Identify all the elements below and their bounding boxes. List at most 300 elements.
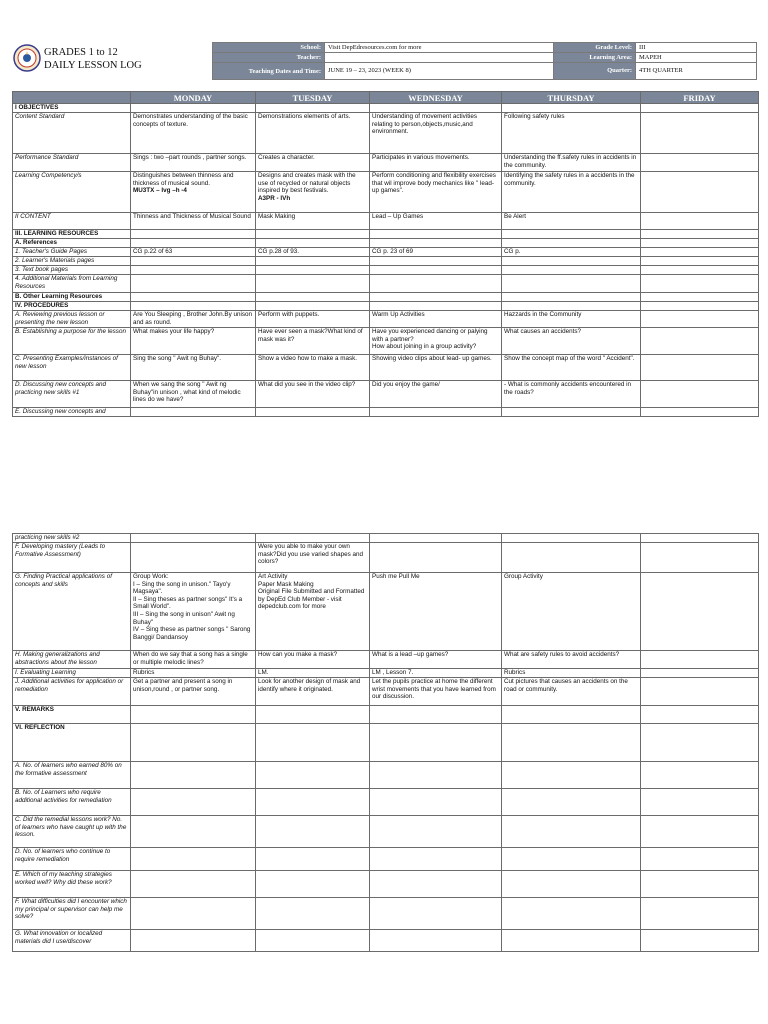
- day-cell: [256, 669, 370, 678]
- day-cell: [502, 213, 641, 230]
- day-cell: [256, 408, 370, 417]
- day-cell: [131, 848, 256, 871]
- day-cell: [370, 789, 502, 816]
- day-cell: [370, 328, 502, 355]
- day-cell: [131, 408, 256, 417]
- school-value: Visit DepEdresources.com for more: [325, 43, 554, 53]
- table-row: [13, 669, 759, 678]
- day-cell: [370, 302, 502, 311]
- day-thursday: THURSDAY: [502, 92, 641, 104]
- day-cell: [131, 651, 256, 669]
- cell-text: Mask Making: [258, 213, 296, 220]
- day-cell: [502, 302, 641, 311]
- day-cell: [256, 213, 370, 230]
- day-cell: [641, 302, 759, 311]
- day-cell: [641, 355, 759, 381]
- day-cell: [370, 293, 502, 302]
- day-cell: [370, 172, 502, 213]
- row-label: G. Finding Practical applications of concepts and skills: [13, 573, 131, 651]
- day-cell: [641, 311, 759, 328]
- day-cell: [641, 154, 759, 172]
- day-cell: [502, 381, 641, 408]
- day-cell: [131, 328, 256, 355]
- table-row: [13, 543, 759, 573]
- row-label: F. Developing mastery (Leads to Formative Assessment): [13, 543, 131, 573]
- day-cell: [502, 113, 641, 154]
- cell-text: Look for another design of mask and identify where it originated.: [258, 678, 361, 693]
- cell-text: How can you make a mask?: [258, 651, 338, 658]
- row-label: D. Discussing new concepts and practicing new skills #1: [13, 381, 131, 408]
- cell-text: LM , Lesson 7.: [372, 669, 414, 676]
- day-cell: [502, 230, 641, 239]
- day-cell: [256, 172, 370, 213]
- cell-text: Were you able to make your own mask?Did you use varied shapes and colors?: [258, 543, 364, 566]
- row-label: E. Discussing new concepts and: [13, 408, 131, 417]
- cell-text: Are You Sleeping , Brother John.By unison and as round.: [133, 311, 253, 326]
- row-label: Learning Competency/s: [13, 172, 131, 213]
- day-cell: [256, 311, 370, 328]
- cell-text: Perform conditioning and flexibility exercises that wil improve body mechanics like " lead-up games".: [372, 172, 496, 195]
- area-value: MAPEH: [636, 53, 757, 63]
- area-label: Learning Area:: [554, 53, 636, 63]
- table-row: [13, 789, 759, 816]
- row-label: B. Establishing a purpose for the lesson: [13, 328, 131, 355]
- school-label: School:: [213, 43, 325, 53]
- cell-text: Push me Pull Me: [372, 573, 420, 580]
- day-cell: [370, 573, 502, 651]
- cell-text: Group Activity: [504, 573, 543, 580]
- day-cell: [370, 848, 502, 871]
- day-cell: [641, 678, 759, 706]
- row-label: I. Evaluating Learning: [13, 669, 131, 678]
- day-cell: [256, 789, 370, 816]
- day-cell: [502, 762, 641, 789]
- row-label: B. Other Learning Resources: [13, 293, 131, 302]
- day-cell: [641, 871, 759, 898]
- row-label: C. Did the remedial lessons work? No. of learners who have caught up with the lesson.: [13, 816, 131, 848]
- day-cell: [370, 230, 502, 239]
- day-cell: [502, 311, 641, 328]
- table-row: [13, 213, 759, 230]
- row-label: practicing new skills #2: [13, 534, 131, 543]
- quarter-value: 4TH QUARTER: [636, 63, 757, 80]
- day-cell: [502, 355, 641, 381]
- day-cell: [256, 113, 370, 154]
- day-cell: [641, 113, 759, 154]
- table-row: [13, 302, 759, 311]
- day-cell: [502, 706, 641, 724]
- row-label: 1. Teacher's Guide Pages: [13, 248, 131, 257]
- grade-value: III: [636, 43, 757, 53]
- cell-text: When do we say that a song has a single or multiple melodic lines?: [133, 651, 248, 666]
- day-cell: [256, 762, 370, 789]
- day-cell: [641, 239, 759, 248]
- day-cell: [502, 930, 641, 952]
- day-cell: [256, 266, 370, 275]
- cell-text: What makes your life happy?: [133, 328, 215, 335]
- day-cell: [502, 816, 641, 848]
- day-cell: [256, 355, 370, 381]
- document-title: [44, 46, 142, 72]
- day-cell: [131, 724, 256, 762]
- day-cell: [641, 275, 759, 293]
- day-cell: [131, 355, 256, 381]
- cell-text: Designs and creates mask with the use of recycled or natural objects inspired by best festivals.: [258, 172, 356, 195]
- day-cell: [131, 871, 256, 898]
- day-tuesday: TUESDAY: [256, 92, 370, 104]
- day-cell: [256, 104, 370, 113]
- day-cell: [370, 762, 502, 789]
- cell-text: Let the pupils practice at home the different wrist movements that you have learned from our discussion.: [372, 678, 496, 701]
- day-cell: [256, 302, 370, 311]
- day-cell: [131, 678, 256, 706]
- row-label: B. No. of Learners who require additional activities for remediation: [13, 789, 131, 816]
- day-cell: [256, 898, 370, 930]
- day-cell: [502, 172, 641, 213]
- cell-text: CG p.: [504, 248, 521, 255]
- day-cell: [131, 573, 256, 651]
- cell-text: When we sang the song " Awit ng Buhay"in unison , what kind of melodic lines do we have?: [133, 381, 241, 404]
- cell-text: Get a partner and present a song in unison,round , or partner song.: [133, 678, 233, 693]
- cell-text: Demonstrations elements of arts.: [258, 113, 351, 120]
- day-cell: [502, 257, 641, 266]
- day-cell: [131, 930, 256, 952]
- day-cell: [641, 328, 759, 355]
- day-cell: [370, 669, 502, 678]
- day-cell: [370, 311, 502, 328]
- table-row: [13, 573, 759, 651]
- day-cell: [131, 213, 256, 230]
- day-cell: [502, 534, 641, 543]
- day-cell: [256, 230, 370, 239]
- day-cell: [641, 230, 759, 239]
- day-cell: [641, 213, 759, 230]
- row-label: 4. Additional Materials from Learning Resources: [13, 275, 131, 293]
- row-label: G. What innovation or localized materials did I use/discover: [13, 930, 131, 952]
- table-row: [13, 311, 759, 328]
- quarter-label: Quarter:: [554, 63, 636, 80]
- day-cell: [256, 678, 370, 706]
- day-cell: [502, 104, 641, 113]
- day-cell: [641, 724, 759, 762]
- header-info-table: [212, 42, 757, 80]
- day-cell: [131, 239, 256, 248]
- day-cell: [370, 239, 502, 248]
- day-cell: [131, 669, 256, 678]
- day-cell: [641, 651, 759, 669]
- day-cell: [641, 789, 759, 816]
- day-cell: [502, 275, 641, 293]
- cell-text: Hazzards in the Community: [504, 311, 582, 318]
- row-label: D. No. of learners who continue to require remediation: [13, 848, 131, 871]
- day-cell: [641, 669, 759, 678]
- table-row: [13, 113, 759, 154]
- cell-text: What causes an accidents?: [504, 328, 582, 335]
- cell-text: Rubrics: [504, 669, 526, 676]
- day-cell: [256, 871, 370, 898]
- row-label: H. Making generalizations and abstractions about the lesson: [13, 651, 131, 669]
- row-label: C. Presenting Examples/instances of new lesson: [13, 355, 131, 381]
- day-cell: [370, 816, 502, 848]
- deped-seal-icon: [12, 42, 42, 78]
- cell-text: What are safety rules to avoid accidents?: [504, 651, 620, 658]
- row-label: VI. REFLECTION: [13, 724, 131, 762]
- row-label: I OBJECTIVES: [13, 104, 131, 113]
- day-cell: [370, 257, 502, 266]
- cell-text: Demonstrates understanding of the basic concepts of texture.: [133, 113, 248, 128]
- title-daily-lesson-log: DAILY LESSON LOG: [44, 60, 142, 71]
- cell-text: Show the concept map of the word " Accident".: [504, 355, 635, 362]
- day-cell: [131, 816, 256, 848]
- table-row: [13, 239, 759, 248]
- lesson-log-table-page-2: [12, 533, 759, 952]
- cell-text: Cut pictures that causes an accidents on the road or community.: [504, 678, 628, 693]
- day-cell: [131, 543, 256, 573]
- row-label: III. LEARNING RESOURCES: [13, 230, 131, 239]
- day-cell: [131, 789, 256, 816]
- table-row: [13, 534, 759, 543]
- table-row: [13, 706, 759, 724]
- row-label: Performance Standard: [13, 154, 131, 172]
- row-label: J. Additional activities for application or remediation: [13, 678, 131, 706]
- cell-text: Have ever seen a mask?What kind of mask was it?: [258, 328, 363, 343]
- day-cell: [370, 113, 502, 154]
- cell-text: Understanding of movement activities relating to person,objects,music,and environment.: [372, 113, 477, 136]
- day-cell: [502, 266, 641, 275]
- table-row: [13, 328, 759, 355]
- day-cell: [256, 248, 370, 257]
- day-cell: [370, 154, 502, 172]
- row-label: E. Which of my teaching strategies worked well? Why did these work?: [13, 871, 131, 898]
- day-cell: [641, 293, 759, 302]
- day-cell: [131, 113, 256, 154]
- day-cell: [641, 816, 759, 848]
- document-header: [12, 42, 758, 82]
- day-cell: [256, 154, 370, 172]
- cell-text: Understanding the ff.safety rules in accidents in the community.: [504, 154, 637, 169]
- cell-text: Perform with puppets.: [258, 311, 320, 318]
- row-label: V. REMARKS: [13, 706, 131, 724]
- day-cell: [370, 248, 502, 257]
- day-cell: [131, 381, 256, 408]
- day-cell: [256, 534, 370, 543]
- cell-text: Distinguishes between thinness and thickness of musical sound.: [133, 172, 234, 187]
- table-row: [13, 248, 759, 257]
- lesson-log-table-page-1: [12, 91, 759, 417]
- day-header-row: [13, 92, 759, 104]
- cell-text: Participates in various movements.: [372, 154, 470, 161]
- day-cell: [256, 239, 370, 248]
- table-row: [13, 408, 759, 417]
- day-cell: [370, 898, 502, 930]
- day-cell: [370, 355, 502, 381]
- cell-text: Show a video how to make a mask.: [258, 355, 358, 362]
- day-cell: [641, 172, 759, 213]
- grade-label: Grade Level:: [554, 43, 636, 53]
- day-cell: [370, 534, 502, 543]
- day-cell: [370, 381, 502, 408]
- day-cell: [641, 381, 759, 408]
- day-cell: [502, 408, 641, 417]
- day-cell: [131, 302, 256, 311]
- day-cell: [370, 543, 502, 573]
- day-cell: [131, 104, 256, 113]
- cell-text: Group Work: I – Sing the song in unison." Tayo'y Magsaya". II – Sing theses as partner songs" It's a Small World". III – Sing the song in unison" Awit ng Buhay" IV – Sing these as partner songs " Sarong Banggi/ Dandansoy: [133, 573, 251, 641]
- row-label: 2. Learner's Materials pages: [13, 257, 131, 266]
- day-cell: [131, 230, 256, 239]
- table-row: [13, 816, 759, 848]
- day-cell: [502, 293, 641, 302]
- cell-text: CG p. 23 of 69: [372, 248, 413, 255]
- cell-text: Rubrics: [133, 669, 155, 676]
- day-cell: [131, 534, 256, 543]
- day-wednesday: WEDNESDAY: [370, 92, 502, 104]
- day-cell: [641, 543, 759, 573]
- day-cell: [370, 930, 502, 952]
- day-cell: [256, 381, 370, 408]
- cell-text: Warm Up Activities: [372, 311, 425, 318]
- table-row: [13, 154, 759, 172]
- table-row: [13, 898, 759, 930]
- row-label: 3. Text book pages: [13, 266, 131, 275]
- day-cell: [641, 898, 759, 930]
- day-cell: [131, 154, 256, 172]
- day-cell: [641, 266, 759, 275]
- competency-code: A3PR - IVh: [258, 194, 291, 202]
- day-cell: [641, 930, 759, 952]
- day-cell: [131, 172, 256, 213]
- table-row: [13, 257, 759, 266]
- cell-text: - What is commonly accidents encountered in the roads?: [504, 381, 632, 396]
- day-cell: [131, 266, 256, 275]
- day-cell: [131, 762, 256, 789]
- day-cell: [256, 275, 370, 293]
- cell-text: Did you enjoy the game/: [372, 381, 440, 388]
- row-label: A. No. of learners who earned 80% on the formative assessment: [13, 762, 131, 789]
- cell-text: Have you experienced dancing or palying with a partner? How about joining in a group activity?: [372, 328, 488, 351]
- cell-text: CG p.28 of 93.: [258, 248, 299, 255]
- day-cell: [502, 871, 641, 898]
- day-cell: [370, 651, 502, 669]
- day-cell: [256, 724, 370, 762]
- day-cell: [370, 275, 502, 293]
- day-cell: [370, 678, 502, 706]
- day-monday: MONDAY: [131, 92, 256, 104]
- day-cell: [131, 248, 256, 257]
- title-grades: GRADES 1 to 12: [44, 47, 118, 58]
- table-row: [13, 172, 759, 213]
- row-label: A. References: [13, 239, 131, 248]
- table-row: [13, 678, 759, 706]
- day-cell: [502, 898, 641, 930]
- day-cell: [502, 678, 641, 706]
- cell-text: Art Activity Paper Mask Making Original File Submitted and Formatted by DepEd Club Member - visit depedclub.com for more: [258, 573, 365, 611]
- cell-text: Following safety rules: [504, 113, 565, 120]
- day-cell: [502, 328, 641, 355]
- day-cell: [370, 706, 502, 724]
- cell-text: What did you see in the video clip?: [258, 381, 356, 388]
- cell-text: Thinness and Thickness of Musical Sound: [133, 213, 251, 220]
- day-cell: [641, 534, 759, 543]
- day-cell: [370, 104, 502, 113]
- day-cell: [502, 669, 641, 678]
- day-cell: [641, 257, 759, 266]
- day-cell: [256, 573, 370, 651]
- day-cell: [502, 789, 641, 816]
- teacher-label: Teacher:: [213, 53, 325, 63]
- cell-text: Showing video clips about lead- up games.: [372, 355, 492, 362]
- table-row: [13, 230, 759, 239]
- day-cell: [502, 724, 641, 762]
- day-friday: FRIDAY: [641, 92, 759, 104]
- day-cell: [641, 573, 759, 651]
- day-cell: [131, 898, 256, 930]
- row-label: Content Standard: [13, 113, 131, 154]
- day-cell: [131, 706, 256, 724]
- table-row: [13, 266, 759, 275]
- cell-text: Creates a character.: [258, 154, 315, 161]
- day-cell: [502, 651, 641, 669]
- day-cell: [131, 275, 256, 293]
- dates-label: Teaching Dates and Time:: [213, 63, 325, 80]
- table-row: [13, 848, 759, 871]
- day-cell: [370, 408, 502, 417]
- day-cell: [256, 651, 370, 669]
- day-cell: [131, 257, 256, 266]
- cell-text: Be Alert: [504, 213, 527, 220]
- day-cell: [370, 871, 502, 898]
- day-cell: [256, 706, 370, 724]
- cell-text: LM.: [258, 669, 269, 676]
- dates-value: JUNE 19 – 23, 2023 (WEEK 8): [325, 63, 554, 80]
- day-cell: [641, 762, 759, 789]
- table-row: [13, 651, 759, 669]
- header-corner: [13, 92, 131, 104]
- table-row: [13, 762, 759, 789]
- cell-text: What is a lead –up games?: [372, 651, 449, 658]
- table-row: [13, 381, 759, 408]
- day-cell: [641, 848, 759, 871]
- day-cell: [502, 543, 641, 573]
- day-cell: [641, 248, 759, 257]
- day-cell: [370, 266, 502, 275]
- day-cell: [502, 248, 641, 257]
- row-label: II CONTENT: [13, 213, 131, 230]
- day-cell: [502, 573, 641, 651]
- table-row: [13, 724, 759, 762]
- teacher-value: [325, 53, 554, 63]
- day-cell: [131, 293, 256, 302]
- cell-text: Sings : two –part rounds , partner songs.: [133, 154, 247, 161]
- table-row: [13, 355, 759, 381]
- day-cell: [641, 408, 759, 417]
- day-cell: [370, 213, 502, 230]
- row-label: IV. PROCEDURES: [13, 302, 131, 311]
- table-row: [13, 871, 759, 898]
- day-cell: [641, 104, 759, 113]
- cell-text: Sing the song " Awit ng Buhay".: [133, 355, 222, 362]
- row-label: F. What difficulties did I encounter which my principal or supervisor can help me solve?: [13, 898, 131, 930]
- day-cell: [502, 239, 641, 248]
- row-label: A. Reviewing previous lesson or presenting the new lesson: [13, 311, 131, 328]
- day-cell: [256, 543, 370, 573]
- day-cell: [256, 930, 370, 952]
- day-cell: [502, 848, 641, 871]
- cell-text: Lead – Up Games: [372, 213, 424, 220]
- day-cell: [131, 311, 256, 328]
- table-row: [13, 293, 759, 302]
- cell-text: CG p.22 of 63: [133, 248, 173, 255]
